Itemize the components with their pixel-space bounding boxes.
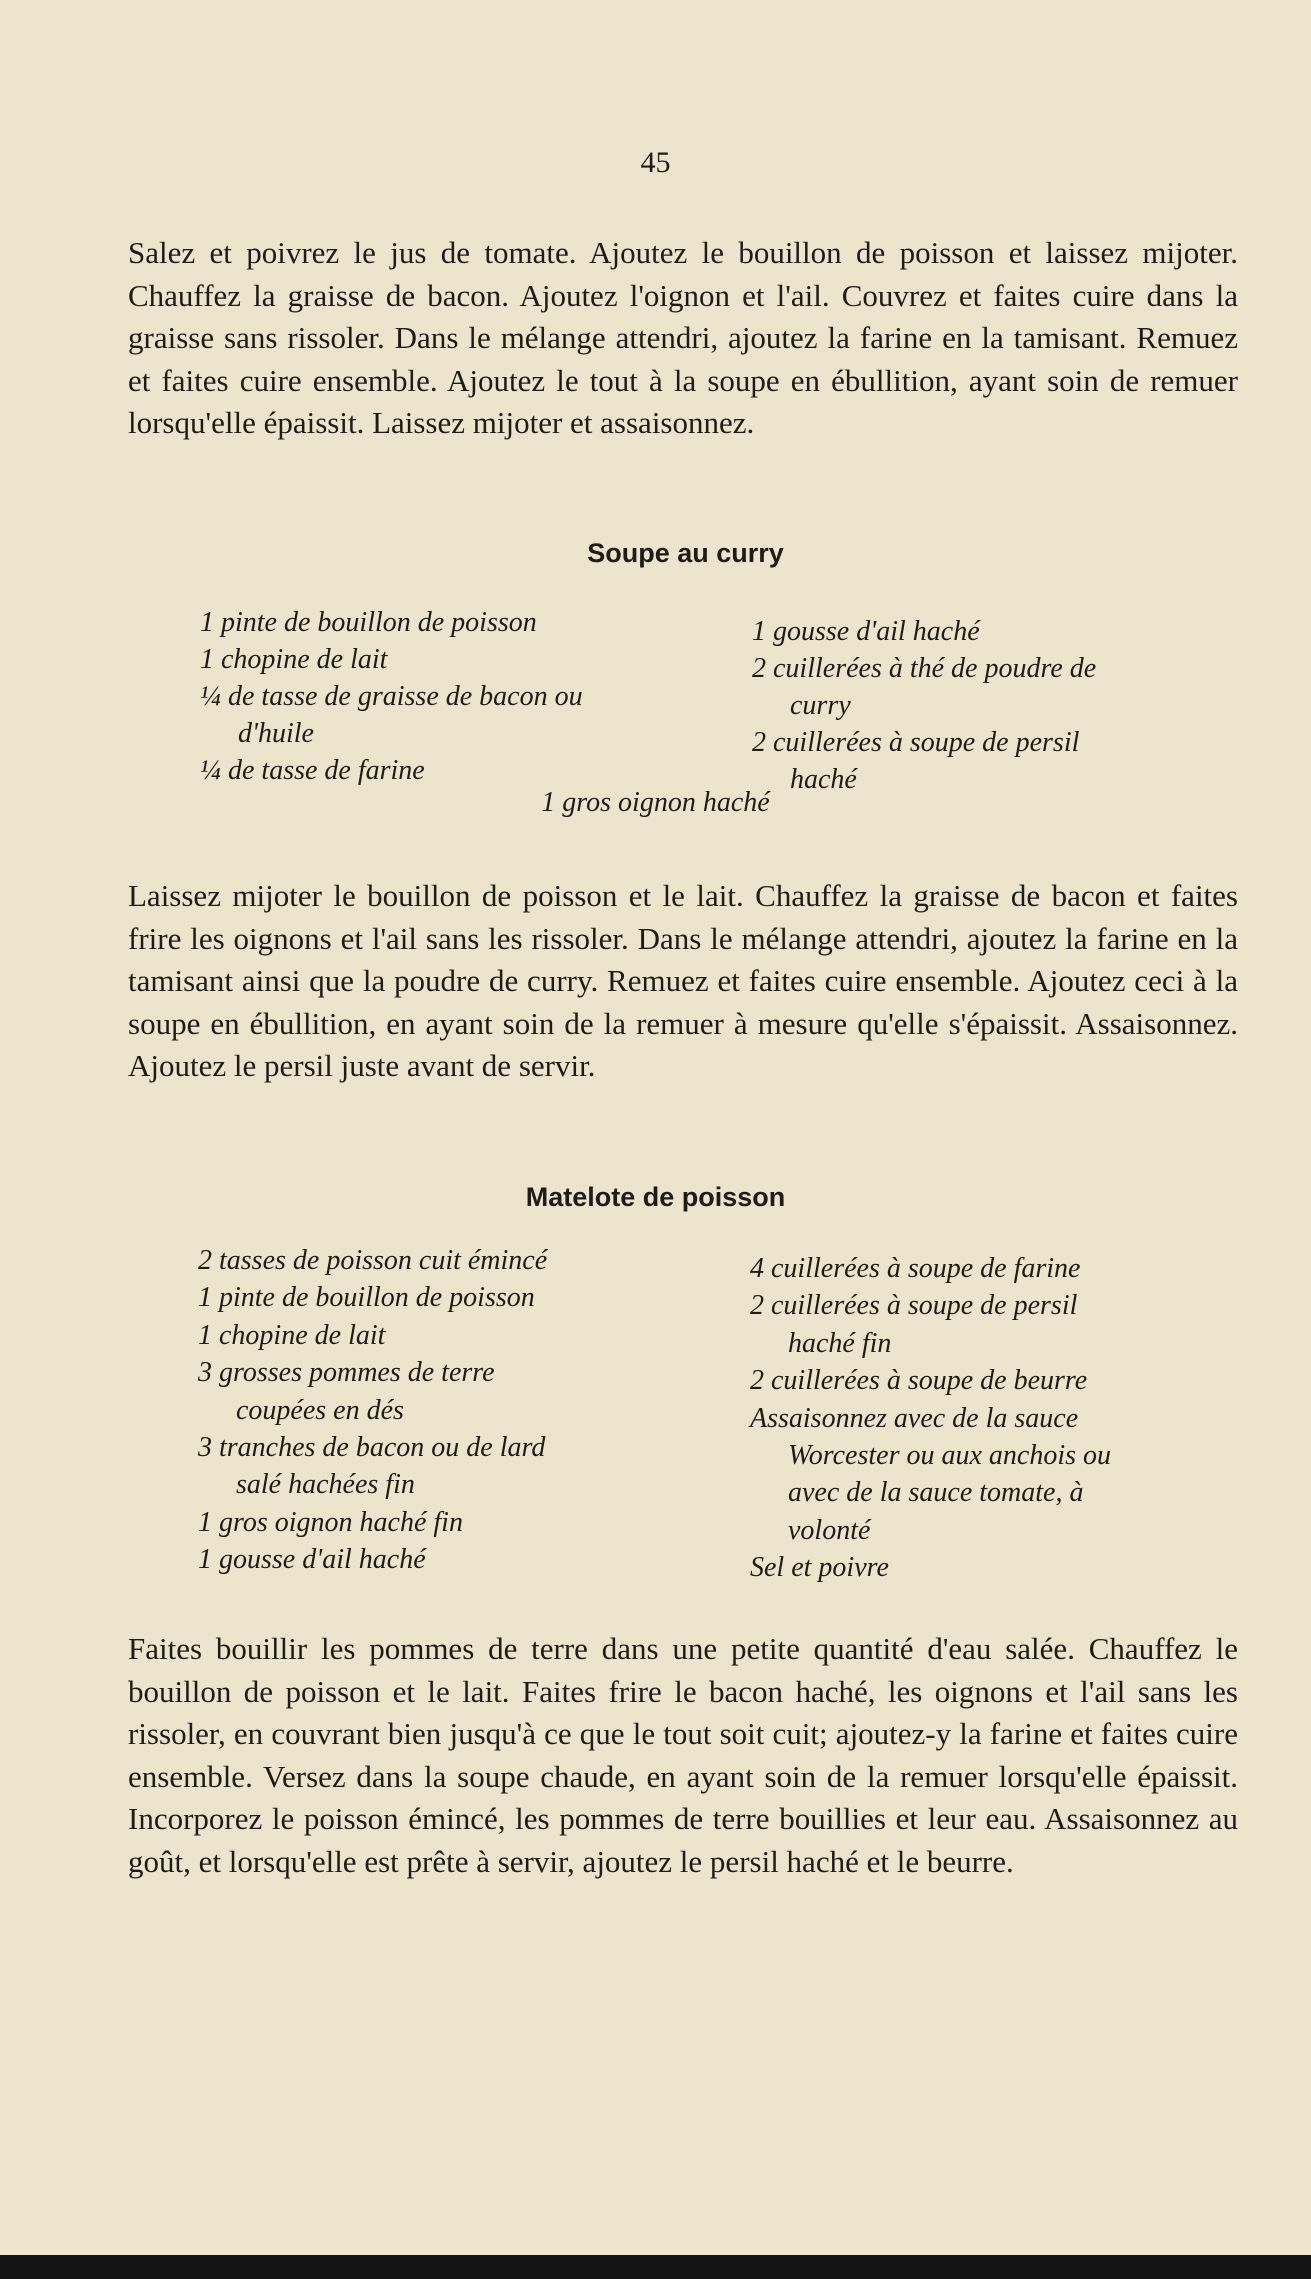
ingredient-item: 3 tranches de bacon ou de lard [198,1432,546,1464]
ingredient-item: 3 grosses pommes de terre [198,1357,495,1389]
ingredient-item-center: 1 gros oignon haché [541,787,770,818]
ingredient-item: 2 cuillerées à soupe de beurre [750,1365,1088,1397]
ingredient-item: 4 cuillerées à soupe de farine [750,1253,1081,1284]
ingredient-item: 1 pinte de bouillon de poisson [200,607,537,638]
recipe-title-soupe-au-curry: Soupe au curry [587,538,784,568]
ingredient-item: 1 gousse d'ail haché [752,616,980,647]
ingredient-item: Sel et poivre [750,1552,889,1584]
ingredient-item: volonté [788,1514,871,1546]
ingredient-item: 1 pinte de bouillon de poisson [198,1282,535,1314]
ingredient-item: avec de la sauce tomate, à [788,1477,1084,1509]
recipe-title-matelote: Matelote de poisson [525,1182,786,1212]
ingredient-item: 2 cuillerées à thé de poudre de [752,653,1097,684]
ingredient-item: curry [790,690,851,721]
ingredient-list-left [198,1242,718,1579]
ingredient-item: salé hachées fin [236,1469,415,1501]
ingredient-list-right [752,613,1262,798]
scan-edge [0,2255,1311,2279]
ingredient-item: 1 gousse d'ail haché [198,1544,426,1576]
ingredient-item: 1 chopine de lait [198,1319,386,1351]
ingredient-item: 2 cuillerées à soupe de persil [750,1290,1078,1322]
ingredient-item: Assaisonnez avec de la sauce [750,1402,1079,1434]
page-number: 45 [640,146,671,179]
ingredient-item: haché [790,764,857,795]
ingredient-item: 2 cuillerées à soupe de persil [752,727,1080,758]
ingredient-item: coupées en dés [236,1394,404,1426]
paragraph-matelote-method: Faites bouillir les pommes de terre dans une petite quantité d'eau salée. Chauffez le bouillon de poisson et le lait. Faites frire le bacon haché, les oignons et l'ail sans les rissoler, en couvrant bien jusqu'à ce que le tout soit cuit; ajoutez-y la farine et faites cuire ensemble. Versez dans la soupe chaude, en ayant soin de la remuer lorsqu'elle épaissit. Incorporez le poisson émincé, les pommes de terre bouillies et leur eau. Assaisonnez au goût, et lorsqu'elle est prête à servir, ajoutez le persil haché et le beurre. [128,1631,1238,1879]
ingredient-item: ¼ de tasse de graisse de bacon ou [200,681,583,712]
ingredient-item: ¼ de tasse de farine [200,755,425,786]
paragraph-intro: Salez et poivrez le jus de tomate. Ajoutez le bouillon de poisson et laissez mijoter. Chauffez la graisse de bacon. Ajoutez l'oignon et l'ail. Couvrez et faites cuire dans la graisse sans rissoler. Dans le mélange attendri, ajoutez la farine en la tamisant. Remuez et faites cuire ensemble. Ajoutez le tout à la soupe en ébullition, ayant soin de remuer lorsqu'elle épaissit. Laissez mijoter et assaisonnez. [128,235,1238,440]
ingredient-item: Worcester ou aux anchois ou [788,1440,1111,1472]
ingredient-item: haché fin [788,1327,892,1359]
ingredient-list-left [200,604,720,789]
ingredient-item: 2 tasses de poisson cuit émincé [198,1245,548,1276]
paragraph-curry-method: Laissez mijoter le bouillon de poisson et le lait. Chauffez la graisse de bacon et faites frire les oignons et l'ail sans les rissoler. Dans le mélange attendri, ajoutez la farine en la tamisant ainsi que la poudre de curry. Remuez et faites cuire ensemble. Ajoutez ceci à la soupe en ébullition, en ayant soin de la remuer à mesure qu'elle s'épaissit. Assaisonnez. Ajoutez le persil juste avant de servir. [128,878,1238,1083]
ingredient-item: d'huile [238,718,314,749]
ingredient-item: 1 gros oignon haché fin [198,1506,463,1538]
ingredient-item: 1 chopine de lait [200,644,388,675]
ingredient-list-right [750,1250,1270,1587]
